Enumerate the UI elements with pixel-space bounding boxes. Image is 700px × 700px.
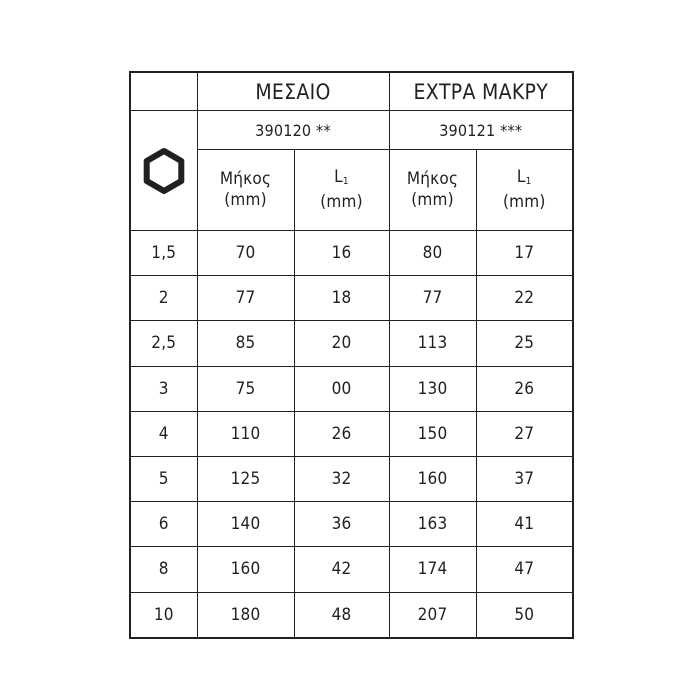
l-unit: (mm)	[320, 192, 363, 212]
medium-l1-cell: 16	[294, 231, 389, 276]
medium-header: ΜΕΣΑΙΟ	[197, 72, 389, 111]
medium-l1-cell: 26	[294, 411, 389, 456]
table-row	[130, 231, 573, 276]
medium-length-cell: 70	[197, 231, 294, 276]
medium-length-cell: 85	[197, 321, 294, 366]
length-unit: (mm)	[411, 190, 454, 210]
medium-l1-cell: 36	[294, 502, 389, 547]
medium-code: 390120 **	[197, 111, 389, 150]
size-cell: 4	[130, 411, 197, 456]
l-unit: (mm)	[502, 192, 546, 212]
size-table	[129, 71, 574, 639]
extra-length-cell: 80	[389, 231, 476, 276]
table-row	[130, 592, 573, 638]
hex-icon-cell	[130, 111, 197, 231]
length-unit: (mm)	[224, 190, 267, 210]
length-label: Μήκος	[219, 169, 272, 189]
size-cell: 6	[130, 502, 197, 547]
size-cell: 10	[130, 592, 197, 638]
extra-l1-cell: 41	[476, 502, 573, 547]
l-label: L	[516, 167, 526, 187]
extra-l1-cell: 27	[476, 411, 573, 456]
l-subscript: 1	[342, 176, 349, 187]
size-cell: 5	[130, 456, 197, 501]
table-row	[130, 411, 573, 456]
table-row	[130, 456, 573, 501]
medium-l1-label	[294, 150, 389, 231]
size-cell: 2,5	[130, 321, 197, 366]
hexagon-icon	[140, 147, 188, 195]
extra-length-cell: 150	[389, 411, 476, 456]
table-row	[130, 547, 573, 592]
medium-length-cell: 140	[197, 502, 294, 547]
extra-l1-cell: 47	[476, 547, 573, 592]
medium-l1-cell: 00	[294, 366, 389, 411]
medium-length-cell: 160	[197, 547, 294, 592]
extra-length-cell: 207	[389, 592, 476, 638]
subheader-row	[130, 150, 573, 231]
code-row	[130, 111, 573, 150]
extra-l1-cell: 22	[476, 276, 573, 321]
header-row	[130, 72, 573, 111]
table-row	[130, 502, 573, 547]
extra-length-cell: 77	[389, 276, 476, 321]
medium-l1-cell: 20	[294, 321, 389, 366]
size-cell: 3	[130, 366, 197, 411]
medium-length-cell: 110	[197, 411, 294, 456]
l-label: L	[334, 167, 343, 187]
medium-length-cell: 75	[197, 366, 294, 411]
medium-l1-cell: 42	[294, 547, 389, 592]
extra-length-cell: 163	[389, 502, 476, 547]
medium-length-cell: 180	[197, 592, 294, 638]
length-label: Μήκος	[406, 169, 459, 189]
medium-length-label	[197, 150, 294, 231]
corner-cell	[130, 72, 197, 111]
extra-l1-cell: 50	[476, 592, 573, 638]
extra-l1-cell: 37	[476, 456, 573, 501]
extra-length-cell: 113	[389, 321, 476, 366]
table-row	[130, 366, 573, 411]
extra-l1-cell: 26	[476, 366, 573, 411]
medium-l1-cell: 18	[294, 276, 389, 321]
extra-length-cell: 174	[389, 547, 476, 592]
extra-length-cell: 130	[389, 366, 476, 411]
extra-long-header: ΕΧΤΡΑ ΜΑΚΡΥ	[389, 72, 573, 111]
medium-length-cell: 77	[197, 276, 294, 321]
medium-l1-cell: 32	[294, 456, 389, 501]
table-row	[130, 321, 573, 366]
medium-l1-cell: 48	[294, 592, 389, 638]
extra-l1-cell: 25	[476, 321, 573, 366]
size-cell: 2	[130, 276, 197, 321]
extra-l1-cell: 17	[476, 231, 573, 276]
l-subscript: 1	[525, 176, 532, 187]
extra-length-cell: 160	[389, 456, 476, 501]
extra-long-code: 390121 ***	[389, 111, 573, 150]
medium-length-cell: 125	[197, 456, 294, 501]
table-row	[130, 276, 573, 321]
extra-l1-label	[476, 150, 573, 231]
size-cell: 1,5	[130, 231, 197, 276]
size-cell: 8	[130, 547, 197, 592]
extra-length-label	[389, 150, 476, 231]
